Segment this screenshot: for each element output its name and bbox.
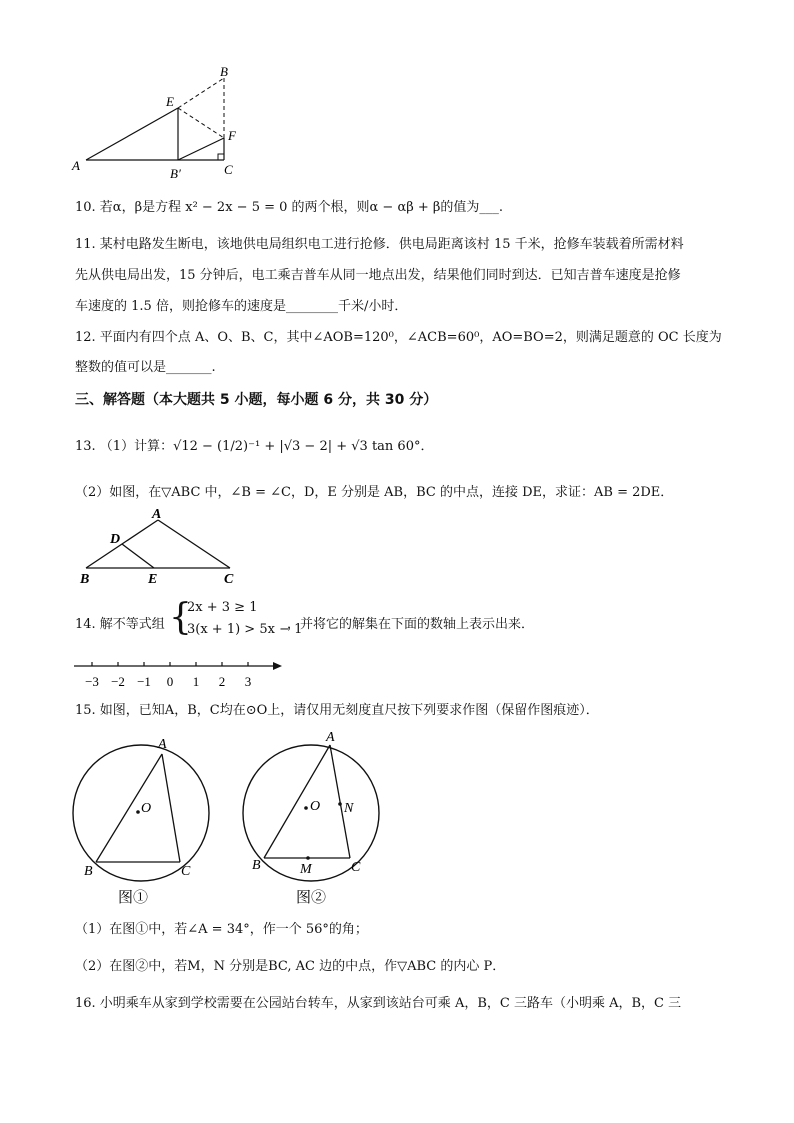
center-point-O — [304, 806, 308, 810]
label-C: C — [181, 864, 191, 879]
label-Bprime: B′ — [170, 166, 181, 180]
label-F: F — [228, 128, 236, 143]
label-C: C — [224, 572, 234, 586]
question-12-line-1: 12. 平面内有四个点 A、O、B、C，其中∠AOB=120⁰，∠ACB=60⁰，AO=BO=2，则满足题意的 OC 长度为 — [75, 330, 722, 345]
number-line-tick-label: 3 — [244, 674, 252, 689]
number-line-tick-label: 2 — [218, 674, 226, 689]
inequality-2: 3(x + 1) > 5x − 1 — [187, 622, 303, 637]
label-E: E — [148, 572, 158, 586]
label-B: B — [220, 64, 228, 79]
midpoint-M — [306, 856, 310, 860]
figure-1-caption: 图① — [118, 890, 149, 906]
question-11-line-1: 11. 某村电路发生断电，该地供电局组织电工进行抢修．供电局距离该村 15 千米，抢修车装载着所需材料 — [75, 237, 684, 252]
dashed-EB — [178, 78, 224, 108]
figure-2-caption: 图② — [296, 890, 327, 906]
question-11-line-3: 车速度的 1.5 倍，则抢修车的速度是________千米/小时． — [75, 299, 408, 314]
question-13-part-1 — [75, 438, 433, 456]
label-C: C — [224, 162, 233, 177]
label-A: A — [158, 737, 167, 752]
number-line-tick-label: −3 — [85, 674, 99, 689]
question-11-line-2: 先从供电局出发，15 分钟后，电工乘吉普车从同一地点出发，结果他们同时到达．已知吉普车速度是抢修 — [75, 268, 681, 283]
segment-AC — [158, 520, 230, 568]
label-N: N — [344, 801, 354, 816]
label-M: M — [300, 862, 312, 877]
label-C: C — [351, 860, 361, 875]
segment-AC — [162, 754, 180, 862]
center-point-O — [136, 810, 140, 814]
number-line-tick-label: 0 — [166, 674, 174, 689]
question-14-suffix: ，并将它的解集在下面的数轴上表示出来． — [287, 617, 535, 632]
segment-DE — [122, 544, 154, 568]
segment-AB — [96, 754, 162, 862]
label-B: B — [80, 572, 90, 586]
label-O: O — [310, 799, 321, 814]
question-12-line-2: 整数的值可以是_______. — [75, 360, 216, 375]
label-A: A — [152, 507, 162, 522]
question-13-expression: √12 − (1/2)⁻¹ + |√3 − 2| + √3 tan 60°． — [173, 439, 434, 454]
question-14-prefix: 14. 解不等式组 — [75, 617, 165, 632]
section-3-heading: 三、解答题（本大题共 5 小题，每小题 6 分，共 30 分） — [75, 392, 438, 408]
number-line — [70, 658, 290, 694]
number-line-tick-label: −2 — [111, 674, 125, 689]
label-D: D — [110, 532, 121, 547]
label-A: A — [72, 158, 80, 173]
question-15: 15. 如图，已知A，B，C均在⊙O上，请仅用无刻度直尺按下列要求作图（保留作图痕迹）． — [75, 703, 599, 718]
segment-AE — [86, 108, 178, 160]
question-15-part-1: （1）在图①中，若∠A = 34°，作一个 56°的角； — [75, 922, 368, 937]
question-10: 10. 若α，β是方程 x² − 2x − 5 = 0 的两个根，则α − αβ + β的值为___. — [75, 200, 504, 215]
number-line-tick-label: 1 — [192, 674, 200, 689]
question-13-prefix: 13. （1）计算： — [75, 439, 174, 454]
segment-BpF — [178, 138, 224, 160]
number-line-tick-label: −1 — [137, 674, 151, 689]
inequality-1: 2x + 3 ≥ 1 — [187, 600, 258, 615]
label-A: A — [326, 730, 335, 745]
question-15-part-2: （2）在图②中，若M，N 分别是BC, AC 边的中点，作▽ABC 的内心 P． — [75, 959, 506, 974]
triangle-figure-q13 — [78, 506, 248, 586]
system-brace: { — [169, 597, 192, 638]
question-13-part-2: （2）如图，在▽ABC 中，∠B = ∠C，D，E 分别是 AB，BC 的中点，连接 DE，求证：AB = 2DE． — [75, 485, 674, 500]
number-line-arrow — [273, 662, 282, 670]
label-B: B — [252, 858, 261, 873]
right-angle-mark — [218, 154, 224, 160]
dashed-EF — [178, 108, 224, 138]
top-geometry-figure — [60, 60, 260, 180]
midpoint-N — [338, 802, 342, 806]
label-B: B — [84, 864, 93, 879]
label-E: E — [166, 94, 174, 109]
circle-figure-2 — [238, 728, 388, 908]
circle-figure-1 — [68, 728, 218, 908]
question-16: 16. 小明乘车从家到学校需要在公园站台转车，从家到该站台可乘 A，B，C 三路车（小明乘 A，B，C 三 — [75, 996, 682, 1011]
label-O: O — [141, 801, 152, 816]
